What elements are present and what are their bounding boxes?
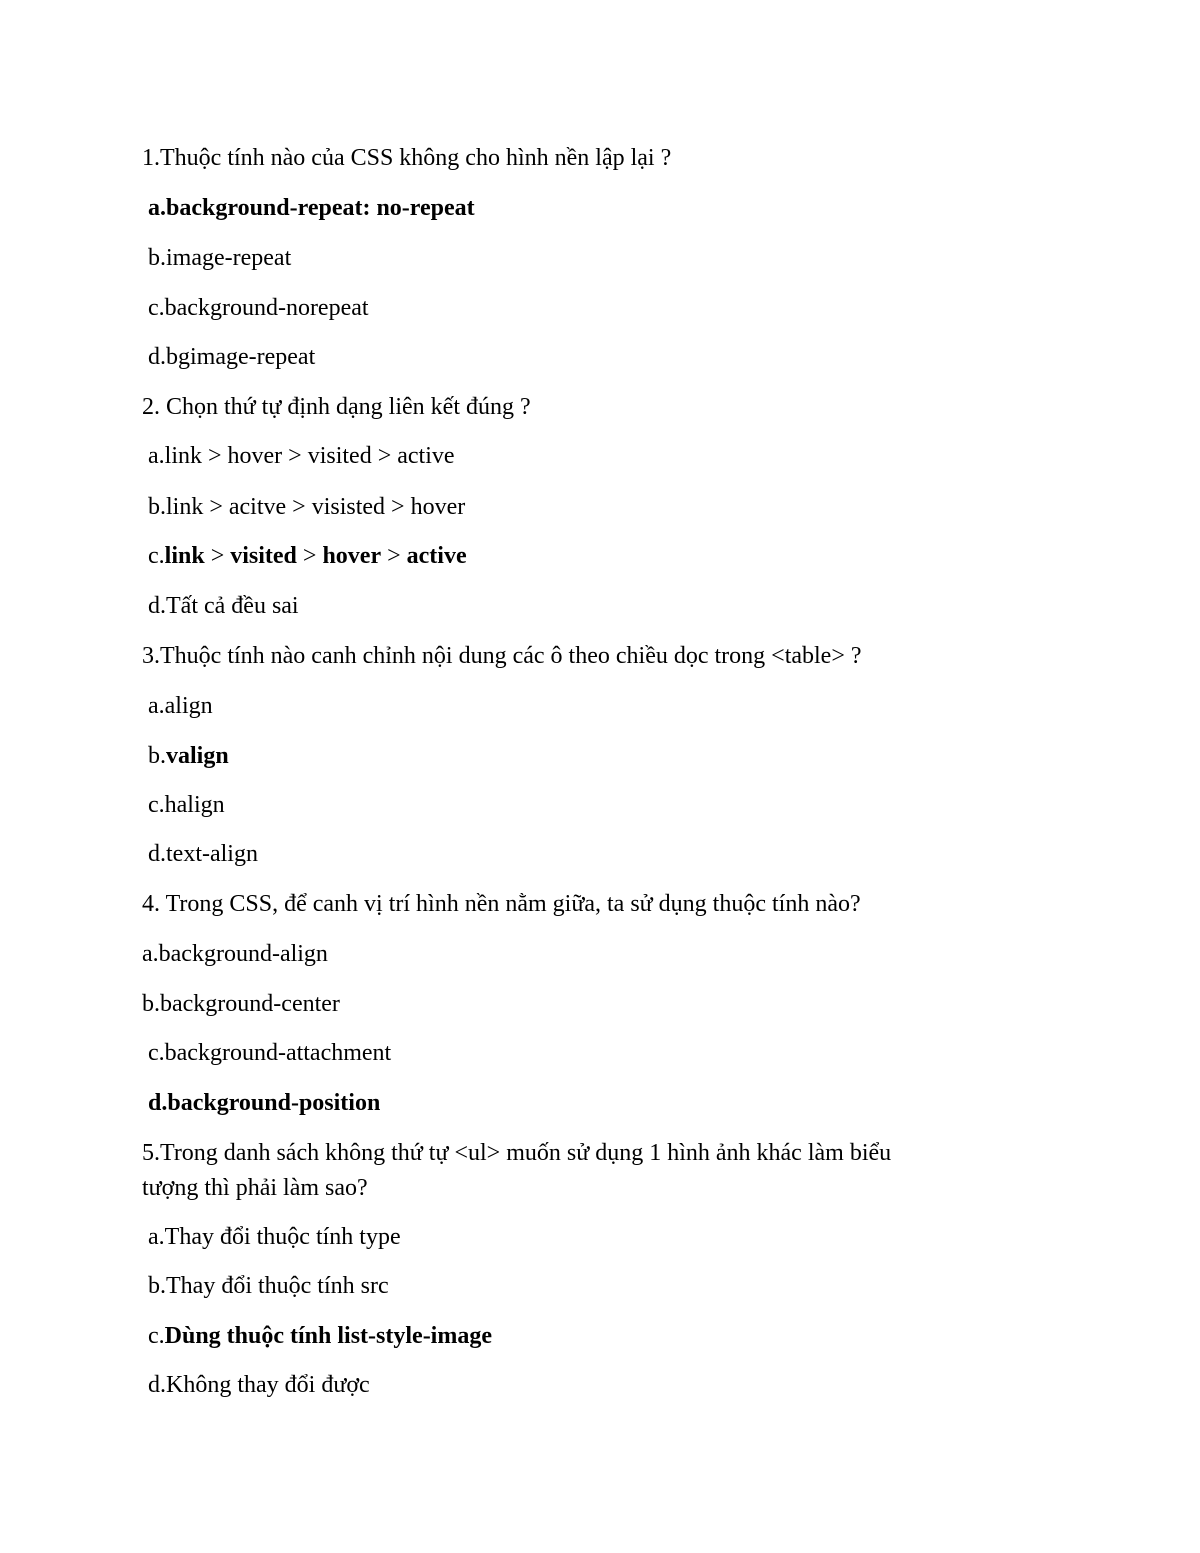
answer-1c: c.background-norepeat [148,295,369,321]
question-1: 1.Thuộc tính nào của CSS không cho hình nền lập lại ? [142,145,672,171]
answer-2b: b.link > acitve > visisted > hover [148,494,466,520]
answer-2c-sep3: > [381,543,407,569]
answer-5c-text: Dùng thuộc tính list-style-image [164,1323,492,1349]
question-2: 2. Chọn thứ tự định dạng liên kết đúng ? [142,394,531,420]
question-5-line-2: tượng thì phải làm sao? [142,1175,368,1201]
answer-3b [148,740,229,772]
answer-2d: d.Tất cả đều sai [148,593,299,619]
answer-3c: c.halign [148,792,225,818]
answer-1d: d.bgimage-repeat [148,344,316,370]
answer-5c-prefix: c. [148,1323,165,1349]
answer-5d: d.Không thay đổi được [148,1372,370,1398]
answer-2c-link: link [164,543,205,569]
answer-1b: b.image-repeat [148,245,292,271]
answer-4d [148,1087,380,1119]
answer-3b-prefix: b. [148,743,166,769]
answer-4c: c.background-attachment [148,1040,392,1066]
answer-2c-hover: hover [322,543,382,569]
answer-3d: d.text-align [148,841,258,867]
answer-5a: a.Thay đổi thuộc tính type [148,1224,401,1250]
answer-2c-sep1: > [204,543,231,569]
answer-2c-sep2: > [296,543,323,569]
answer-4a: a.background-align [142,941,328,967]
answer-5c [148,1320,492,1352]
answer-3a: a.align [148,693,213,719]
question-4: 4. Trong CSS, để canh vị trí hình nền nằm giữa, ta sử dụng thuộc tính nào? [142,891,861,917]
answer-2a: a.link > hover > visited > active [148,443,455,469]
answer-4b: b.background-center [142,991,340,1017]
answer-2c-visited: visited [230,543,297,569]
answer-3b-text: valign [166,743,229,769]
question-3: 3.Thuộc tính nào canh chỉnh nội dung các ô theo chiều dọc trong <table> ? [142,643,862,669]
answer-2c-active: active [406,543,467,569]
answer-1a [148,192,475,224]
answer-2c [148,540,467,572]
answer-4d-text: d.background-position [148,1090,381,1116]
question-5-line-1: 5.Trong danh sách không thứ tự <ul> muốn sử dụng 1 hình ảnh khác làm biểu [142,1140,892,1166]
answer-5b: b.Thay đổi thuộc tính src [148,1273,389,1299]
answer-2c-prefix: c. [148,543,165,569]
answer-1a-text: a.background-repeat: no-repeat [148,195,475,221]
